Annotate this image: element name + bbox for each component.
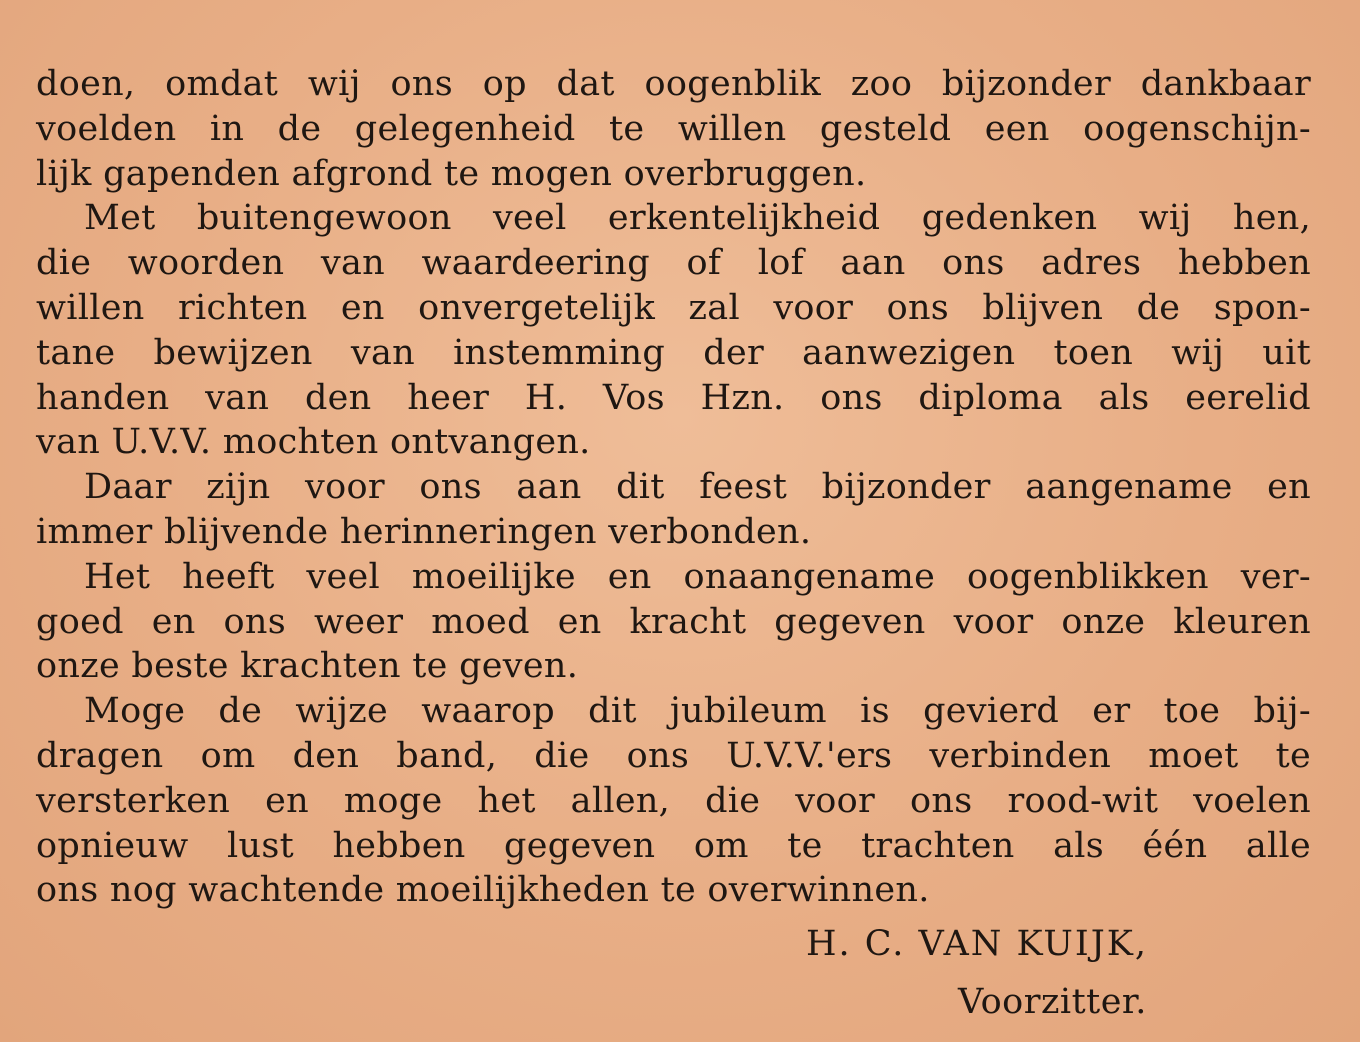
text-line: Moge de wijze waarop dit jubileum is gevierd er toe bij-	[84, 691, 1311, 732]
text-line: immer blijvende herinneringen verbonden.	[36, 511, 812, 552]
body-text	[36, 62, 1311, 913]
text-line: willen richten en onvergetelijk zal voor ons blijven de spon-	[36, 287, 1311, 328]
text-line: lijk gapenden afgrond te mogen overbruggen.	[36, 153, 867, 194]
text-line: dragen om den band, die ons U.V.V.'ers verbinden moet te	[36, 735, 1311, 776]
text-line: van U.V.V. mochten ontvangen.	[36, 422, 591, 463]
text-line: versterken en moge het allen, die voor ons rood-wit voelen	[36, 780, 1311, 821]
signature-title: Voorzitter.	[958, 982, 1147, 1022]
text-line: opnieuw lust hebben gegeven om te trachten als één alle	[36, 825, 1311, 866]
text-line: Met buitengewoon veel erkentelijkheid gedenken wij hen,	[84, 198, 1311, 239]
text-line: die woorden van waardeering of lof aan ons adres hebben	[36, 243, 1311, 284]
signature-name: H. C. VAN KUIJK,	[806, 924, 1149, 964]
text-line: voelden in de gelegenheid te willen gesteld een oogenschijn-	[36, 108, 1311, 149]
text-line: ons nog wachtende moeilijkheden te overwinnen.	[36, 870, 930, 911]
text-line: goed en ons weer moed en kracht gegeven voor onze kleuren	[36, 601, 1311, 642]
text-line: Het heeft veel moeilijke en onaangename oogenblikken ver-	[84, 556, 1311, 597]
text-line: Daar zijn voor ons aan dit feest bijzonder aangename en	[84, 467, 1311, 508]
text-line: doen, omdat wij ons op dat oogenblik zoo bijzonder dankbaar	[36, 64, 1311, 104]
text-line: onze beste krachten te geven.	[36, 646, 579, 687]
text-line: handen van den heer H. Vos Hzn. ons diploma als eerelid	[36, 377, 1311, 418]
text-line: tane bewijzen van instemming der aanwezigen toen wij uit	[36, 332, 1311, 373]
